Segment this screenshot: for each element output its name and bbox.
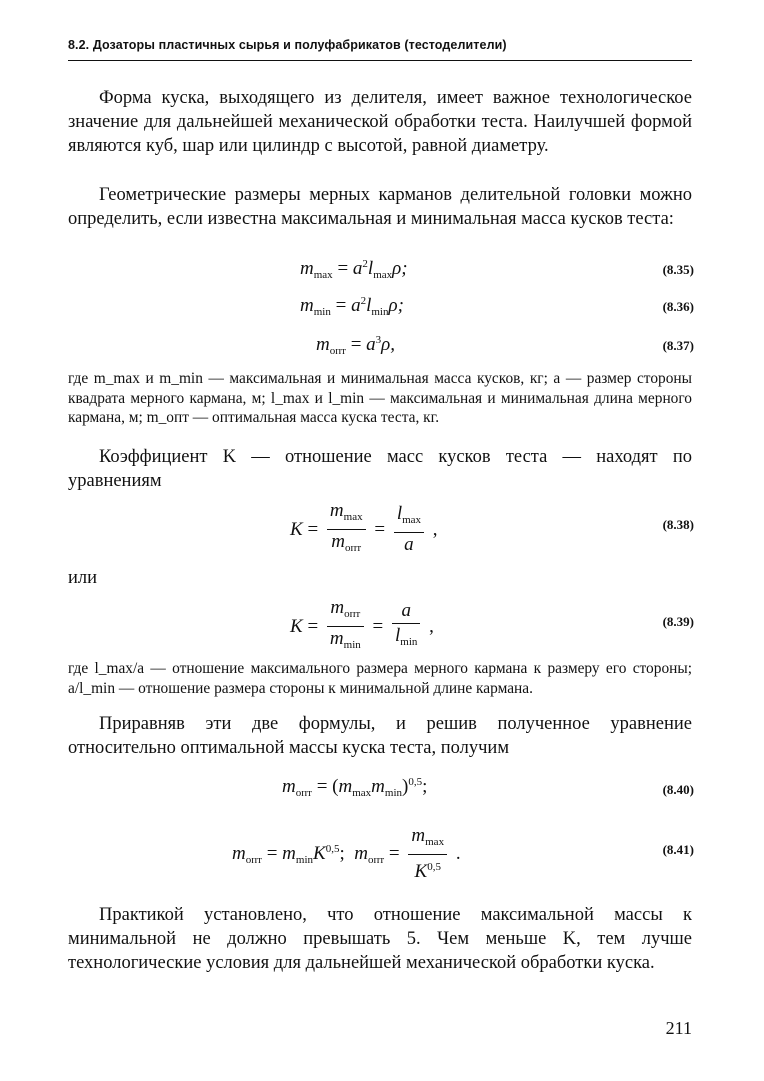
equation-number: (8.36)	[662, 299, 694, 314]
equation-8-39: K = $\frac{m_{опт}}{m_{min}}$ = $\frac{a}{l_{min}}$ , (8.39)	[290, 597, 694, 651]
paragraph-ratios: где l_max/a — отношение максимального размера мерного кармана к размеру его стороны; a/l_min — отношение размера стороны к минимальной длине кармана.	[68, 660, 692, 697]
paragraph-shape: Форма куска, выходящего из делителя, имеет важное технологическое значение для дальнейшей механической обработки теста. Наилучшей формой являются куб, шар или цилиндр с высотой, равной диаметру.	[68, 88, 692, 156]
paragraph-or: или	[68, 568, 98, 588]
paragraph-practice: Практикой установлено, что отношение максимальной массы к минимальной не должно превышать 5. Чем меньше K, тем лучше технологические условия для дальнейшей механической обработки куска.	[68, 905, 692, 973]
page-number: 211	[665, 1018, 692, 1038]
paragraph-coefficient: Коэффициент K — отношение масс кусков теста — находят по уравнениям	[68, 447, 692, 491]
equation-number: (8.39)	[662, 614, 694, 629]
equation-number: (8.37)	[662, 338, 694, 353]
equation-number: (8.38)	[662, 517, 694, 532]
paragraph-geometry: Геометрические размеры мерных карманов делительной головки можно определить, если известна максимальная и минимальная масса кусков теста:	[68, 185, 692, 229]
header-rule	[68, 60, 692, 61]
equation-8-40: $m_{опт} = (m_{max}m_{min})^{0,5}$; (8.40)	[282, 776, 694, 799]
equation-8-36: $m_{min} = a^2l_{min}\rho$; (8.36)	[300, 295, 694, 318]
equation-8-38: K = $\frac{m_{max}}{m_{опт}}$ = $\frac{l_{max}}{a}$ , (8.38)	[290, 500, 694, 555]
equation-8-35: $m_{max} = a^2l_{max}\rho$; (8.35)	[300, 258, 694, 281]
equation-number: (8.41)	[662, 842, 694, 857]
running-header: 8.2. Дозаторы пластичных сырья и полуфабрикатов (тестоделители)	[68, 38, 507, 52]
equation-number: (8.35)	[662, 262, 694, 277]
equation-8-37: $m_{опт} = a^3\rho$, (8.37)	[316, 334, 694, 357]
equation-number: (8.40)	[662, 782, 694, 797]
paragraph-equate: Приравняв эти две формулы, и решив полученное уравнение относительно оптимальной массы куска теста, получим	[68, 714, 692, 758]
equation-8-41: $m_{опт} = m_{min}K^{0,5}$; $m_{опт}$ = $\frac{m_{max}}{K^{0,5}}$ . (8.41)	[232, 825, 694, 882]
paragraph-variables: где m_max и m_min — максимальная и минимальная масса кусков, кг; a — размер стороны квадрата мерного кармана, м; l_max и l_min — максимальная и минимальная длина мерного кармана, м; m_опт — оптимальная масса куска теста, кг.	[68, 370, 692, 426]
